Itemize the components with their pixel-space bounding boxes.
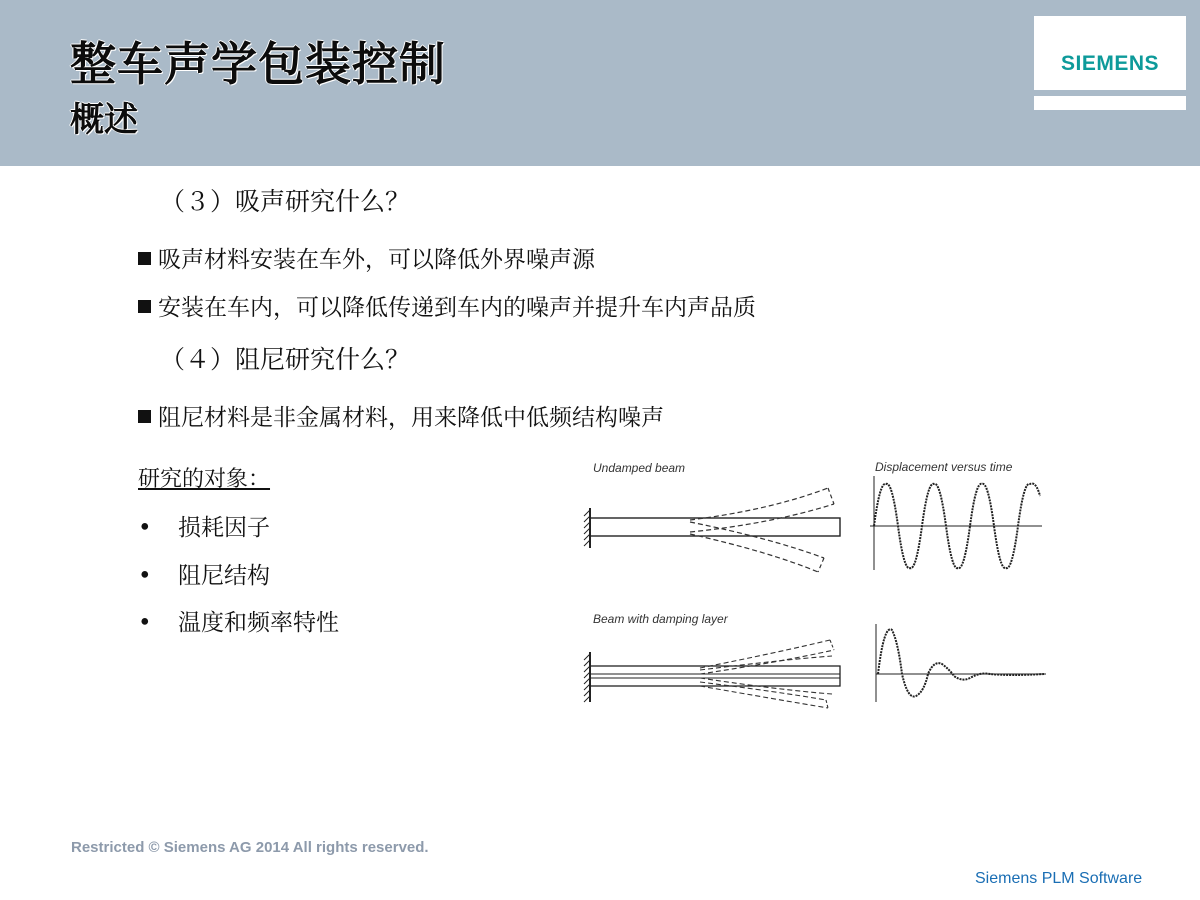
bullet-item	[138, 399, 664, 432]
bullet-dot-icon: •	[138, 563, 152, 589]
research-heading: 研究的对象：	[138, 467, 271, 492]
copyright-notice: Restricted © Siemens AG 2014 All rights reserved.	[71, 839, 429, 856]
list-item-text: 温度和频率特性	[178, 610, 339, 636]
bullet-dot-icon: •	[138, 515, 152, 541]
list-item-text: 损耗因子	[178, 515, 270, 541]
list-item	[138, 509, 270, 542]
displacement-label: Displacement versus time	[875, 460, 1013, 474]
damped-displacement-plot	[870, 624, 1050, 704]
list-item-text: 阻尼结构	[178, 563, 270, 589]
section-4-title: （４）阻尼研究什么？	[160, 345, 411, 374]
undamped-beam-diagram	[580, 480, 850, 580]
square-bullet-icon	[138, 300, 151, 313]
undamped-beam-label: Undamped beam	[593, 461, 686, 475]
footer-brand: Siemens PLM Software	[975, 870, 1143, 887]
logo-text: SIEMENS	[1060, 52, 1160, 75]
logo-strip	[1034, 96, 1186, 110]
bullet-text: 安装在车内，可以降低传递到车内的噪声并提升车内声品质	[158, 295, 756, 321]
page-title: 整车声学包装控制	[70, 37, 446, 91]
square-bullet-icon	[138, 410, 151, 423]
list-item	[138, 604, 339, 637]
siemens-logo	[1034, 16, 1186, 90]
damped-beam-label: Beam with damping layer	[593, 612, 728, 626]
square-bullet-icon	[138, 252, 151, 265]
section-3-title: （３）吸声研究什么？	[160, 187, 411, 216]
header-banner	[0, 0, 1200, 166]
bullet-text: 阻尼材料是非金属材料，用来降低中低频结构噪声	[158, 405, 664, 431]
page-subtitle: 概述	[70, 100, 138, 140]
damped-beam-diagram	[580, 630, 850, 720]
list-item	[138, 557, 270, 590]
bullet-dot-icon: •	[138, 610, 152, 636]
undamped-displacement-plot	[870, 476, 1045, 576]
bullet-text: 吸声材料安装在车外，可以降低外界噪声源	[158, 247, 595, 273]
bullet-item	[138, 241, 595, 274]
bullet-item	[138, 289, 756, 322]
